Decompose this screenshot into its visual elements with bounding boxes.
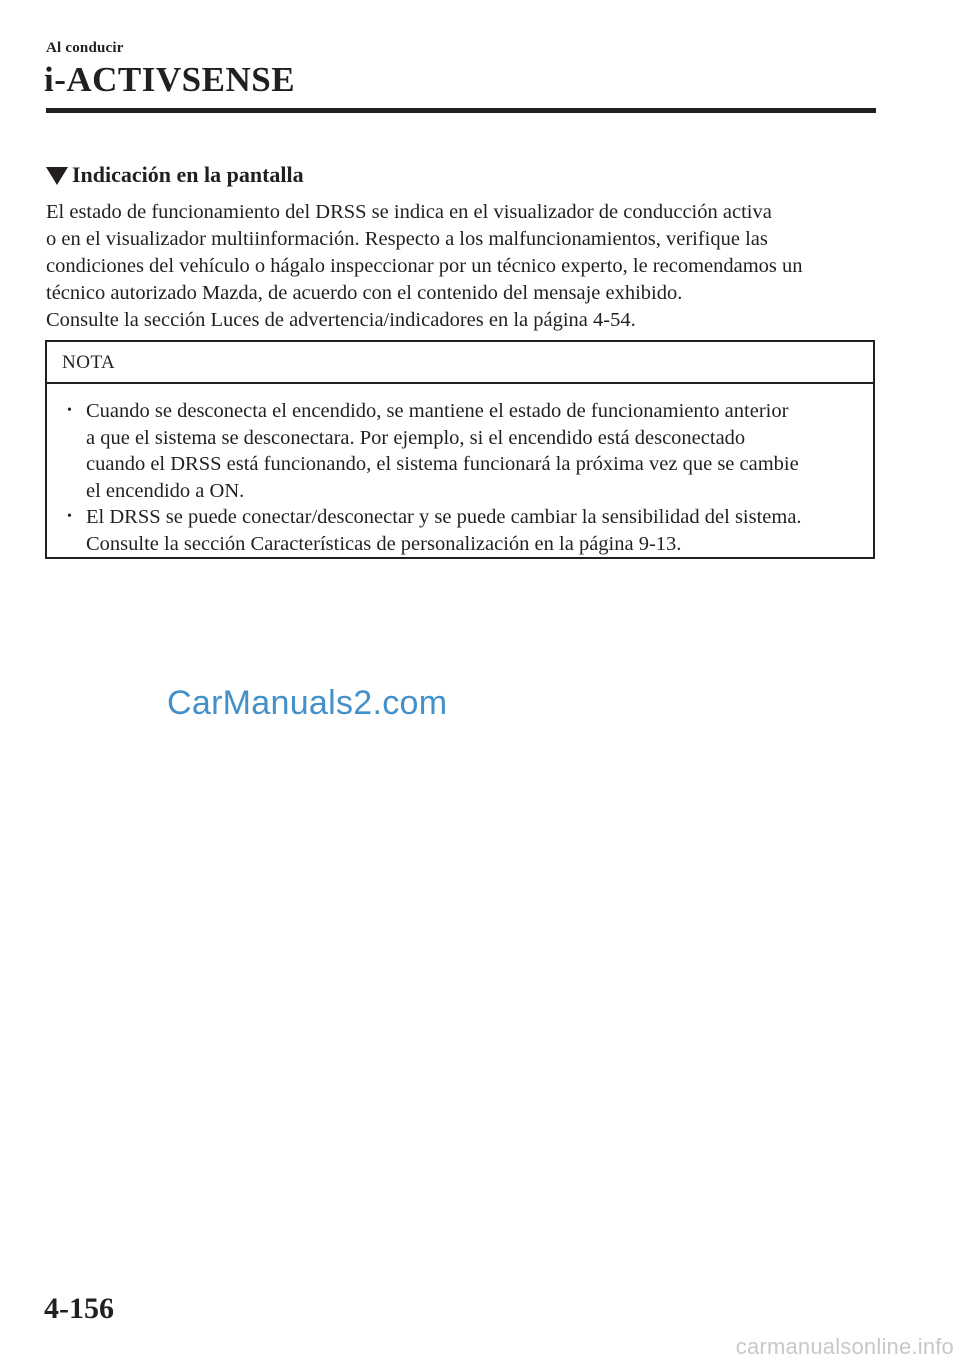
chapter-label: Al conducir bbox=[46, 40, 124, 56]
body-paragraph bbox=[46, 199, 880, 334]
page-number: 4-156 bbox=[44, 1292, 114, 1325]
note-item bbox=[47, 504, 873, 557]
note-line: El DRSS se puede conectar/desconectar y se puede cambiar la sensibilidad del sistema. bbox=[86, 506, 802, 528]
body-line: o en el visualizador multiinformación. Respecto a los malfuncionamientos, verifique las bbox=[46, 228, 768, 250]
note-box bbox=[45, 340, 875, 559]
note-line: Cuando se desconecta el encendido, se mantiene el estado de funcionamiento anterior bbox=[86, 400, 789, 422]
note-line: cuando el DRSS está funcionando, el sistema funcionará la próxima vez que se cambie bbox=[86, 453, 799, 475]
watermark-logo: CarManuals2.com bbox=[167, 684, 448, 722]
note-list bbox=[47, 384, 873, 557]
body-line: técnico autorizado Mazda, de acuerdo con el contenido del mensaje exhibido. bbox=[46, 282, 683, 304]
subsection-heading-text: Indicación en la pantalla bbox=[72, 162, 304, 187]
note-item bbox=[47, 398, 873, 504]
body-line: Consulte la sección Luces de advertencia/indicadores en la página 4-54. bbox=[46, 309, 636, 331]
note-line: a que el sistema se desconectara. Por ejemplo, si el encendido está desconectado bbox=[86, 426, 746, 449]
footer-watermark: carmanualsonline.info bbox=[735, 1334, 954, 1359]
header-rule bbox=[46, 108, 876, 113]
note-line: Consulte la sección Características de personalización en la página 9-13. bbox=[86, 532, 682, 555]
note-title: NOTA bbox=[47, 342, 873, 384]
note-line: el encendido a ON. bbox=[86, 479, 245, 502]
bullet-icon: • bbox=[67, 403, 72, 418]
section-title: i-ACTIVSENSE bbox=[44, 60, 296, 99]
bullet-icon: • bbox=[67, 509, 72, 524]
body-line: El estado de funcionamiento del DRSS se indica en el visualizador de conducción activa bbox=[46, 201, 772, 223]
body-line: condiciones del vehículo o hágalo inspeccionar por un técnico experto, le recomendamos un bbox=[46, 255, 803, 277]
subsection-heading bbox=[46, 160, 304, 190]
triangle-down-icon bbox=[46, 167, 68, 185]
